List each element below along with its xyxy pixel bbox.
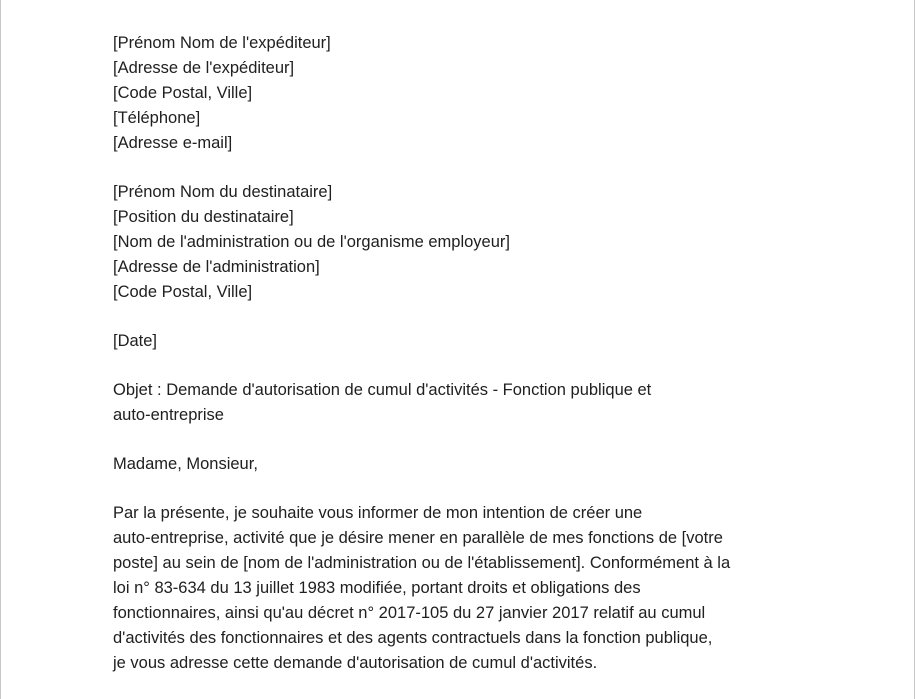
body-paragraph: [113, 501, 813, 676]
date-block: [113, 329, 813, 354]
salutation-block: [113, 452, 813, 477]
body-line: loi n° 83-634 du 13 juillet 1983 modifiée, portant droits et obligations des: [113, 579, 641, 597]
body-line: Par la présente, je souhaite vous informer de mon intention de créer une: [113, 504, 643, 522]
sender-email: [Adresse e-mail]: [113, 134, 233, 152]
recipient-address: [Adresse de l'administration]: [113, 258, 320, 276]
subject-line-2: auto-entreprise: [113, 406, 224, 424]
sender-postal-city: [Code Postal, Ville]: [113, 84, 253, 102]
body-line: je vous adresse cette demande d'autorisation de cumul d'activités.: [113, 654, 598, 672]
sender-address: [Adresse de l'expéditeur]: [113, 59, 295, 77]
recipient-name: [Prénom Nom du destinataire]: [113, 183, 333, 201]
body-line: d'activités des fonctionnaires et des agents contractuels dans la fonction publique,: [113, 629, 713, 647]
recipient-organization: [Nom de l'administration ou de l'organisme employeur]: [113, 233, 510, 251]
body-line: auto-entreprise, activité que je désire mener en parallèle de mes fonctions de [votre: [113, 529, 723, 547]
letter-body: [113, 31, 813, 699]
sender-block: [113, 31, 813, 156]
recipient-block: [113, 180, 813, 305]
sender-phone: [Téléphone]: [113, 109, 201, 127]
recipient-postal-city: [Code Postal, Ville]: [113, 283, 253, 301]
salutation: Madame, Monsieur,: [113, 455, 258, 473]
subject-line-1: Objet : Demande d'autorisation de cumul d'activités - Fonction publique et: [113, 381, 652, 399]
sender-name: [Prénom Nom de l'expéditeur]: [113, 34, 331, 52]
subject-block: [113, 378, 813, 428]
body-line: poste] au sein de [nom de l'administration ou de l'établissement]. Conformément à la: [113, 554, 731, 572]
letter-date: [Date]: [113, 332, 158, 350]
body-line: fonctionnaires, ainsi qu'au décret n° 2017-105 du 27 janvier 2017 relatif au cumul: [113, 604, 706, 622]
recipient-position: [Position du destinataire]: [113, 208, 294, 226]
